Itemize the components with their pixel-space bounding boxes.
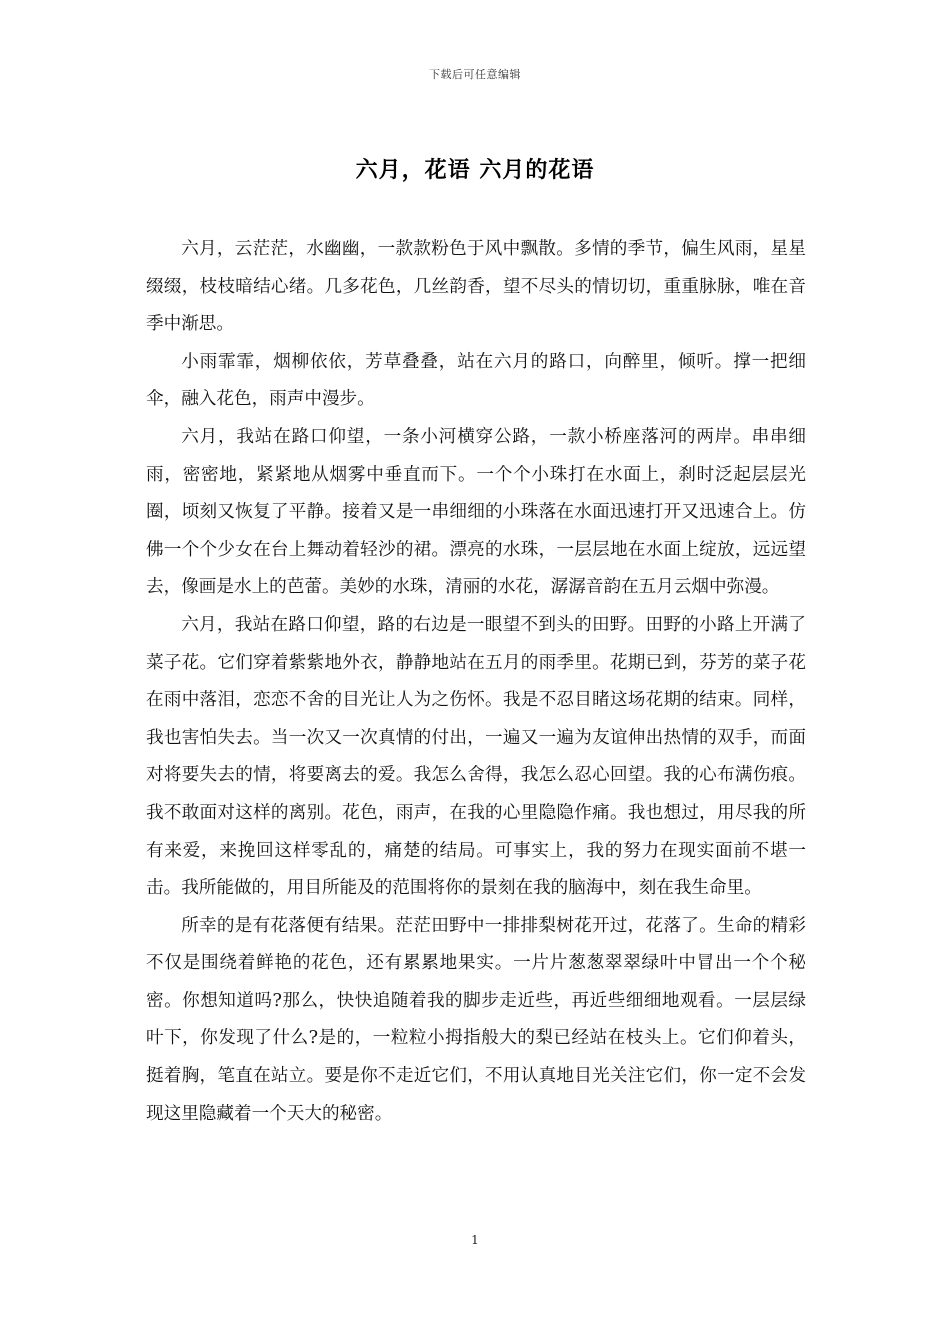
document-title: 六月，花语 六月的花语 xyxy=(355,157,595,183)
paragraph-3: 六月，我站在路口仰望，一条小河横穿公路，一款小桥座落河的两岸。串串细雨，密密地，紧紧地从烟雾中垂直而下。一个个小珠打在水面上，刹时泛起层层光圈，顷刻又恢复了平静。接着又是一串细细的小珠落在水面迅速打开又迅速合上。仿佛一个个少女在台上舞动着轻沙的裙。漂亮的水珠，一层层地在水面上绽放，远远望去，像画是水上的芭蕾。美妙的水珠，清丽的水花，潺潺音韵在五月云烟中弥漫。 xyxy=(146,426,806,598)
paragraph-2: 小雨霏霏，烟柳依依，芳草叠叠，站在六月的路口，向醉里，倾听。撑一把细伞，融入花色，雨声中漫步。 xyxy=(146,351,806,410)
document-body xyxy=(146,231,806,1133)
paragraph-5: 所幸的是有花落便有结果。茫茫田野中一排排梨树花开过，花落了。生命的精彩不仅是围绕着鲜艳的花色，还有累累地果实。一片片葱葱翠翠绿叶中冒出一个个秘密。你想知道吗?那么，快快追随着我的脚步走近些，再近些细细地观看。一层层绿叶下，你发现了什么?是的，一粒粒小拇指般大的梨已经站在枝头上。它们仰着头，挺着胸，笔直在站立。要是你不走近它们，不用认真地目光关注它们，你一定不会发现这里隐藏着一个天大的秘密。 xyxy=(146,915,806,1124)
paragraph-1: 六月，云茫茫，水幽幽，一款款粉色于风中飘散。多情的季节，偏生风雨，星星缀缀，枝枝暗结心绪。几多花色，几丝韵香，望不尽头的情切切，重重脉脉，唯在音季中渐思。 xyxy=(146,239,806,335)
page-header-note: 下载后可任意编辑 xyxy=(429,68,521,81)
page-number: 1 xyxy=(471,1233,479,1247)
paragraph-4: 六月，我站在路口仰望，路的右边是一眼望不到头的田野。田野的小路上开满了菜子花。它们穿着紫紫地外衣，静静地站在五月的雨季里。花期已到，芬芳的菜子花在雨中落泪，恋恋不舍的目光让人为之伤怀。我是不忍目睹这场花期的结束。同样，我也害怕失去。当一次又一次真情的付出，一遍又一遍为友谊伸出热情的双手，而面对将要失去的情，将要离去的爱。我怎么舍得，我怎么忍心回望。我的心布满伤痕。我不敢面对这样的离别。花色，雨声，在我的心里隐隐作痛。我也想过，用尽我的所有来爱，来挽回这样零乱的，痛楚的结局。可事实上，我的努力在现实面前不堪一击。我所能做的，用目所能及的范围将你的景刻在我的脑海中，刻在我生命里。 xyxy=(146,614,806,899)
